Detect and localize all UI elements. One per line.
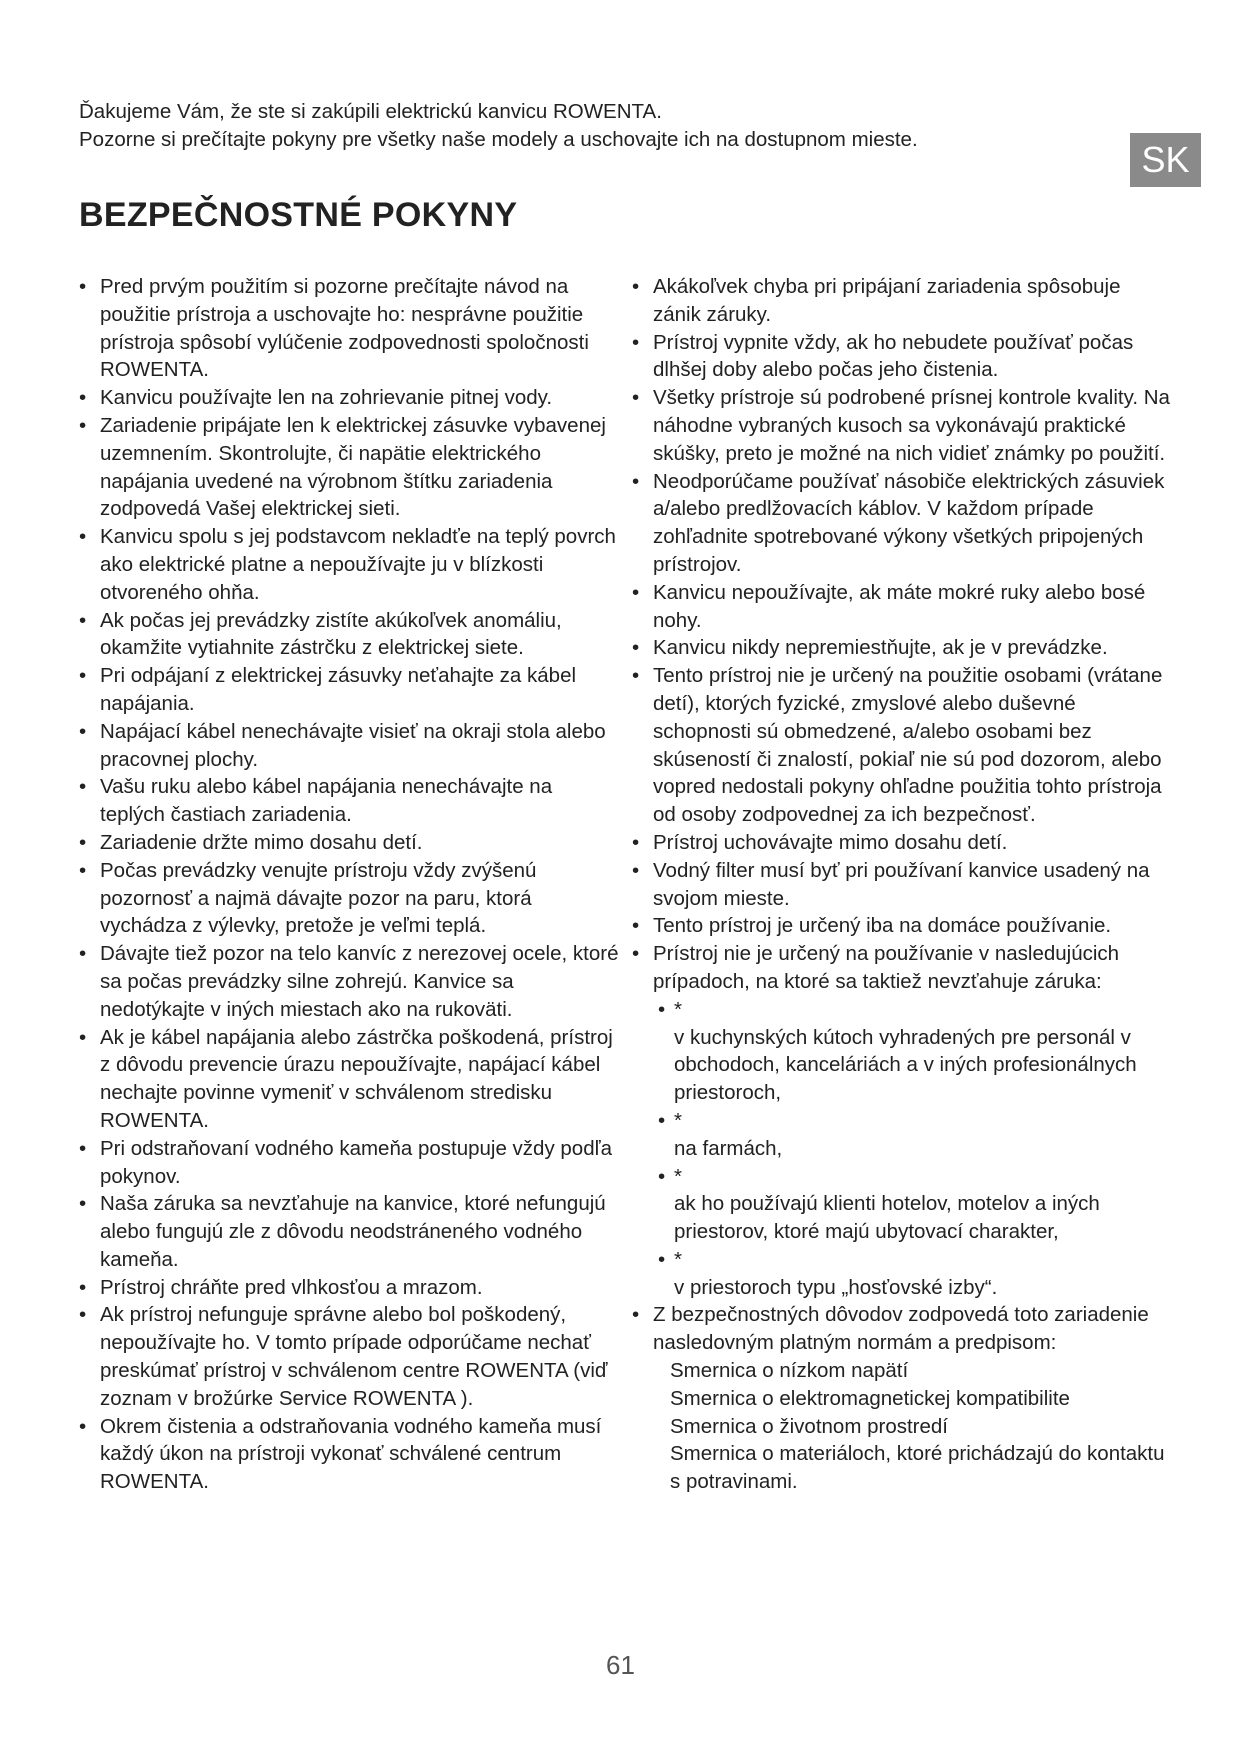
list-item xyxy=(79,384,619,412)
list-item-text: • Prístroj uchovávajte mimo dosahu detí. xyxy=(653,830,1008,854)
list-item xyxy=(632,579,1172,635)
language-badge: SK xyxy=(1130,133,1201,187)
list-item xyxy=(632,273,1172,329)
list-item xyxy=(632,634,1172,662)
list-item xyxy=(632,662,1172,829)
excluded-cases-list xyxy=(648,996,1172,1302)
list-item xyxy=(632,384,1172,467)
list-item-text: • Ak je kábel napájania alebo zástrčka poškodená, prístroj z dôvodu prevencie úrazu nepoužívajte, napájací kábel nechajte povinne vymeniť v schválenom stredisku ROWENTA. xyxy=(100,1025,613,1132)
list-item xyxy=(79,662,619,718)
list-item xyxy=(79,940,619,1023)
list-item-text: • Kanvicu nepoužívajte, ak máte mokré ruky alebo bosé nohy. xyxy=(653,580,1146,632)
sub-list-item-text: ak ho používajú klienti hotelov, motelov a iných priestorov, ktoré majú ubytovací charakter, xyxy=(674,1192,1100,1244)
list-item-text: • Pri odpájaní z elektrickej zásuvky neťahajte za kábel napájania. xyxy=(100,664,577,715)
sub-list-item xyxy=(658,1107,1172,1163)
list-item xyxy=(79,412,619,523)
list-item xyxy=(79,273,619,384)
asterisk-marker: * xyxy=(674,1247,682,1271)
list-item-text: • Prístroj nie je určený na používanie v nasledujúcich prípadoch, na ktoré sa taktiež nevzťahuje záruka: xyxy=(653,942,1120,993)
asterisk-marker: * xyxy=(674,1108,682,1132)
left-safety-list xyxy=(79,273,619,1496)
list-item xyxy=(632,912,1172,940)
list-item xyxy=(79,718,619,774)
left-column xyxy=(79,273,619,1496)
standard-item: Smernica o elektromagnetickej kompatibilite xyxy=(670,1386,1070,1410)
list-item-text: • Počas prevádzky venujte prístroju vždy zvýšenú pozornosť a najmä dávajte pozor na paru, ktorá vychádza z výlevky, pretože je veľmi teplá. xyxy=(100,858,537,938)
list-item xyxy=(632,857,1172,913)
list-item-text: • Pred prvým použitím si pozorne prečítajte návod na použitie prístroja a uschovajte ho: nesprávne použitie prístroja spôsobí vylúčenie zodpovednosti spoločnosti ROWENTA. xyxy=(100,275,589,382)
list-item-text: • Zariadenie držte mimo dosahu detí. xyxy=(100,830,423,854)
list-item-text: • Pri odstraňovaní vodného kameňa postupuje vždy podľa pokynov. xyxy=(100,1136,612,1188)
intro xyxy=(79,98,1059,154)
list-item-text: • Kanvicu spolu s jej podstavcom nekladťe na teplý povrch ako elektrické platne a nepoužívajte ju v blízkosti otvoreného ohňa. xyxy=(100,525,616,604)
page-title: BEZPEČNOSTNÉ POKYNY xyxy=(79,196,518,234)
sub-list-item-text: v priestoroch typu „hosťovské izby“. xyxy=(674,1275,998,1299)
asterisk-marker: * xyxy=(674,1164,682,1188)
standards-list xyxy=(648,1357,1172,1496)
list-item xyxy=(79,1413,619,1496)
list-item-text: • Prístroj chráňte pred vlhkosťou a mrazom. xyxy=(100,1275,483,1299)
list-item-text: • Kanvicu používajte len na zohrievanie pitnej vody. xyxy=(100,386,553,410)
list-item-text: • Napájací kábel nenechávajte visieť na okraji stola alebo pracovnej plochy. xyxy=(100,719,606,771)
list-item-text: • Vodný filter musí byť pri používaní kanvice usadený na svojom mieste. xyxy=(653,858,1150,910)
standard-item: Smernica o životnom prostredí xyxy=(670,1414,949,1438)
list-item xyxy=(79,829,619,857)
list-item-text: • Tento prístroj nie je určený na použitie osobami (vrátane detí), ktorých fyzické, zmyslové alebo duševné schopnosti sú obmedzené, a/alebo osobami bez skúseností či znalostí, pokiaľ nie sú pod dozorom, alebo vopred nedostali pokyny ohľadne použitia tohto prístroja od osoby zodpovednej za ich bezpečnosť. xyxy=(653,664,1163,827)
sub-list-item-text: na farmách, xyxy=(674,1136,783,1160)
list-item-text: • Kanvicu nikdy nepremiestňujte, ak je v prevádzke. xyxy=(653,636,1108,660)
list-item-text: • Akákoľvek chyba pri pripájaní zariadenia spôsobuje zánik záruky. xyxy=(653,275,1121,326)
list-item xyxy=(79,1024,619,1135)
sub-list-item xyxy=(658,996,1172,1107)
list-item xyxy=(79,1274,619,1302)
standard-item: Smernica o nízkom napätí xyxy=(670,1359,909,1383)
list-item-text: • Tento prístroj je určený iba na domáce používanie. xyxy=(653,914,1112,938)
list-item-text: • Naša záruka sa nevzťahuje na kanvice, ktoré nefungujú alebo fungujú zle z dôvodu neodstráneného vodného kameňa. xyxy=(100,1192,606,1271)
list-item-text: • Vašu ruku alebo kábel napájania nenechávajte na teplých častiach zariadenia. xyxy=(100,775,553,827)
list-item-text: • Ak počas jej prevádzky zistíte akúkoľvek anomáliu, okamžite vytiahnite zástrčku z elektrickej siete. xyxy=(100,608,562,660)
right-column xyxy=(632,273,1172,1496)
list-item xyxy=(79,523,619,606)
list-item xyxy=(79,773,619,829)
sub-list-item xyxy=(658,1163,1172,1246)
page-number: 61 xyxy=(606,1650,635,1680)
list-item-compliance xyxy=(632,1301,1172,1496)
list-item xyxy=(79,857,619,940)
list-item-not-intended xyxy=(632,940,1172,1301)
list-item xyxy=(79,1301,619,1412)
list-item-text: • Prístroj vypnite vždy, ak ho nebudete používať počas dlhšej doby alebo počas jeho čistenia. xyxy=(653,330,1134,382)
list-item-text: • Neodporúčame používať násobiče elektrických zásuviek a/alebo predlžovacích káblov. V každom prípade zohľadnite spotrebované výkony všetkých pripojených prístrojov. xyxy=(653,469,1165,576)
list-item-text: • Dávajte tiež pozor na telo kanvíc z nerezovej ocele, ktoré sa počas prevádzky silne zohrejú. Kanvice sa nedotýkajte v iných miestach ako na rukoväti. xyxy=(100,942,619,1021)
list-item-text: • Z bezpečnostných dôvodov zodpovedá toto zariadenie nasledovným platným normám a predpisom: xyxy=(653,1303,1149,1355)
list-item-text: • Zariadenie pripájate len k elektrickej zásuvke vybavenej uzemnením. Skontrolujte, či napätie elektrického napájania uvedené na výrobnom štítku zariadenia zodpovedá Vašej elektrickej sieti. xyxy=(100,413,606,521)
sub-list-item-text: v kuchynských kútoch vyhradených pre personál v obchodoch, kanceláriách a v iných profesionálnych priestoroch, xyxy=(674,1025,1137,1105)
asterisk-marker: * xyxy=(674,997,682,1021)
list-item xyxy=(79,1190,619,1273)
standard-item: Smernica o materiáloch, ktoré prichádzajú do kontaktu s potravinami. xyxy=(670,1442,1165,1494)
intro-line-2: Pozorne si prečítajte pokyny pre všetky naše modely a uschovajte ich na dostupnom mieste. xyxy=(79,128,918,151)
list-item-text: • Ak prístroj nefunguje správne alebo bol poškodený, nepoužívajte ho. V tomto prípade odporúčame nechať preskúmať prístroj v schválenom centre ROWENTA (viď zoznam v brožúrke Service ROWENTA ). xyxy=(100,1303,608,1410)
list-item-text: • Okrem čistenia a odstraňovania vodného kameňa musí každý úkon na prístroji vykonať schválené centrum ROWENTA. xyxy=(100,1414,602,1494)
list-item xyxy=(79,607,619,663)
right-safety-list xyxy=(632,273,1172,1496)
list-item xyxy=(632,329,1172,385)
intro-line-1: Ďakujeme Vám, že ste si zakúpili elektrickú kanvicu ROWENTA. xyxy=(79,100,662,123)
list-item xyxy=(79,1135,619,1191)
list-item xyxy=(632,468,1172,579)
sub-list-item xyxy=(658,1246,1172,1302)
list-item xyxy=(632,829,1172,857)
list-item-text: • Všetky prístroje sú podrobené prísnej kontrole kvality. Na náhodne vybraných kusoch sa vykonávajú praktické skúšky, preto je možné na nich vidieť známky po použití. xyxy=(653,386,1170,465)
